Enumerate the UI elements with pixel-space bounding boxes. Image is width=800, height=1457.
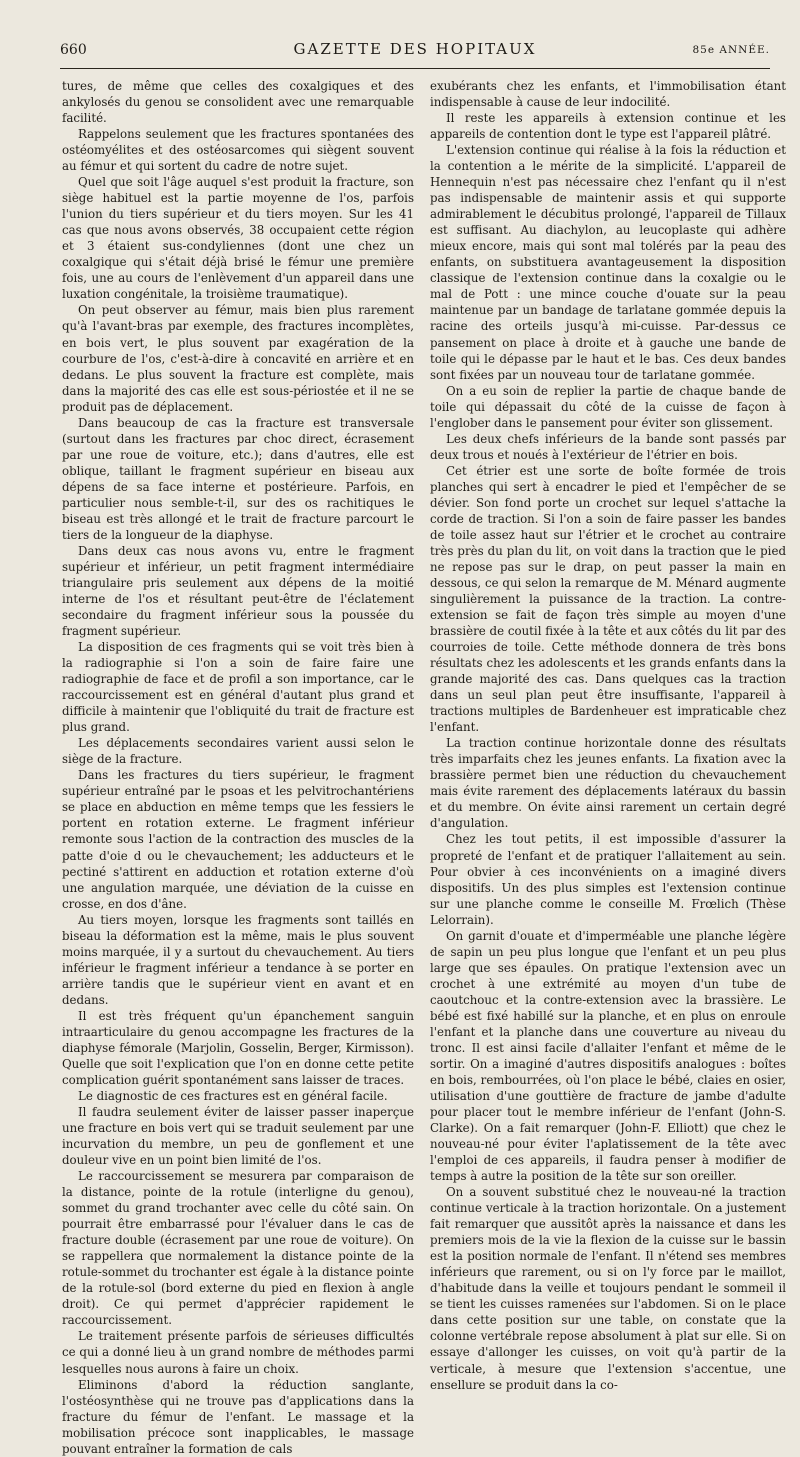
paragraph: On a eu soin de replier la partie de chaque bande de toile qui dépassait du côté de la cuisse de façon à l'englober dans le pansement pour éviter son glissement. xyxy=(430,383,786,430)
paragraph: Dans deux cas nous avons vu, entre le fragment supérieur et inférieur, un petit fragment intermédiaire triangulaire pris seulement aux dépens de la moitié interne de l'os et résultant peut-être de l'éclatement secondaire du fragment inférieur sous la poussée du fragment supérieur. xyxy=(62,543,414,639)
paragraph: Quel que soit l'âge auquel s'est produit la fracture, son siège habituel est la partie moyenne de l'os, parfois l'union du tiers supérieur et du tiers moyen. Sur les 41 cas que nous avons observés, 38 occupaient cette région et 3 étaient sus-condyliennes (dont une chez un coxalgique qui s'était déjà brisé le fémur une première fois, une au cours de l'enlèvement d'un appareil dans une luxation congénitale, la troisième traumatique). xyxy=(62,175,414,302)
page-header xyxy=(60,40,770,64)
journal-title: GAZETTE DES HOPITAUX xyxy=(293,40,537,58)
paragraph: Rappelons seulement que les fractures spontanées des ostéomyélites et des ostéosarcomes qui siègent souvent au fémur et qui sortent du cadre de notre sujet. xyxy=(62,127,414,174)
volume-year: 85e ANNÉE. xyxy=(692,44,770,56)
header-rule xyxy=(60,68,770,69)
paragraph: La traction continue horizontale donne des résultats très imparfaits chez les jeunes enfants. La fixation avec la brassière permet bien une réduction du chevauchement mais évite rarement des déplacements latéraux du bassin et du membre. On évite ainsi rarement un certain degré d'angulation. xyxy=(430,736,786,831)
paragraph: Au tiers moyen, lorsque les fragments sont taillés en biseau la déformation est la même, mais le plus souvent moins marquée, il y a surtout du chevauchement. Au tiers inférieur le fragment inférieur a tendance à se porter en arrière tandis que le supérieur vient en avant et en dedans. xyxy=(62,912,414,1007)
left-column xyxy=(62,78,414,1456)
paragraph: Eliminons d'abord la réduction sanglante, l'ostéosynthèse qui ne trouve pas d'applications dans la fracture du fémur de l'enfant. Le massage et la mobilisation précoce sont inapplicables, le massage pouvant entraîner la formation de cals xyxy=(62,1377,414,1456)
right-column xyxy=(430,78,786,1392)
paragraph: Il reste les appareils à extension continue et les appareils de contention dont le type est l'appareil plâtré. xyxy=(430,111,786,142)
paragraph: Les deux chefs inférieurs de la bande sont passés par deux trous et noués à l'extérieur de l'étrier en bois. xyxy=(430,431,786,462)
paragraph: Il faudra seulement éviter de laisser passer inaperçue une fracture en bois vert qui se traduit seulement par une incurvation du membre, un peu de gonflement et une douleur vive en un point bien limité de l'os. xyxy=(62,1105,414,1168)
page-number: 660 xyxy=(60,42,87,58)
paragraph: La disposition de ces fragments qui se voit très bien à la radiographie si l'on a soin de faire faire une radiographie de face et de profil a son importance, car le raccourcissement est en général d'autant plus grand et difficile à maintenir que l'obliquité du trait de fracture est plus grand. xyxy=(62,640,414,735)
paragraph: On peut observer au fémur, mais bien plus rarement qu'à l'avant-bras par exemple, des fractures incomplètes, en bois vert, le plus souvent par exagération de la courbure de l'os, c'est-à-dire à concavité en arrière et en dedans. Le plus souvent la fracture est complète, mais dans la majorité des cas elle est sous-périostée et il ne se produit pas de déplacement. xyxy=(62,303,414,414)
paragraph: Dans les fractures du tiers supérieur, le fragment supérieur entraîné par le psoas et les pelvitrochantériens se place en abduction en même temps que les fessiers le portent en rotation externe. Le fragment inférieur remonte sous l'action de la contraction des muscles de la patte d'oie d ou le chevauchement; les adducteurs et le pectiné s'attirent en adduction et rotation externe d'où une angulation marquée, une déviation de la cuisse en crosse, en dos d'âne. xyxy=(62,768,414,911)
paragraph: On a souvent substitué chez le nouveau-né la traction continue verticale à la traction horizontale. On a justement fait remarquer que aussitôt après la naissance et dans les premiers mois de la vie la flexion de la cuisse sur le bassin est la position normale de l'enfant. Il n'étend ses membres inférieurs que rarement, ou si on l'y force par le maillot, d'habitude dans la veille et toujours pendant le sommeil il se tient les cuisses ramenées sur l'abdomen. Si on le place dans cette position sur une table, on constate que la colonne vertébrale repose absolument à plat sur elle. Si on essaye d'allonger les cuisses, on voit qu'à partir de la verticale, à mesure que l'extension s'accentue, une ensellure se produit dans la co- xyxy=(430,1185,786,1392)
paragraph: tures, de même que celles des coxalgiques et des ankylosés du genou se consolident avec une remarquable facilité. xyxy=(62,79,414,126)
paragraph: exubérants chez les enfants, et l'immobilisation étant indispensable à cause de leur indocilité. xyxy=(430,79,786,110)
paragraph: L'extension continue qui réalise à la fois la réduction et la contention a le mérite de la simplicité. L'appareil de Hennequin n'est pas nécessaire chez l'enfant qu il n'est pas indispensable de maintenir assis et qui supporte admirablement le décubitus prolongé, l'appareil de Tillaux est suffisant. Au diachylon, au leucoplaste qui adhère mieux encore, mais qui sont mal tolérés par la peau des enfants, on substituera avantageusement la disposition classique de l'extension continue dans la coxalgie ou le mal de Pott : une mince couche d'ouate sur la peau maintenue par un bandage de tarlatane gommée depuis la racine des orteils jusqu'à mi-cuisse. Par-dessus ce pansement on place à droite et à gauche une bande de toile qui le dépasse par le haut et le bas. Ces deux bandes sont fixées par un nouveau tour de tarlatane gommée. xyxy=(430,143,786,382)
paragraph: Dans beaucoup de cas la fracture est transversale (surtout dans les fractures par choc direct, écrasement par une roue de voiture, etc.); dans d'autres, elle est oblique, taillant le fragment supérieur en biseau aux dépens de sa face interne et postérieure. Parfois, en particulier nous semble-t-il, sur des os rachitiques le biseau est très allongé et le trait de fracture parcourt le tiers de la longueur de la diaphyse. xyxy=(62,415,414,542)
paragraph: Cet étrier est une sorte de boîte formée de trois planches qui sert à encadrer le pied et l'empêcher de se dévier. Son fond porte un crochet sur lequel s'attache la corde de traction. Si l'on a soin de faire passer les bandes de toile assez haut sur l'étrier et le crochet au contraire très près du plan du lit, on voit dans la traction que le pied ne repose pas sur le drap, on peut passer la main en dessous, ce qui selon la remarque de M. Ménard augmente singulièrement la puissance de la traction. La contre-extension se fait de façon très simple au moyen d'une brassière de coutil fixée à la tête et aux côtés du lit par des courroies de toile. Cette méthode donnera de très bons résultats chez les adolescents et les grands enfants dans la grande majorité des cas. Dans quelques cas la traction dans un seul plan peut être insuffisante, l'appareil à tractions multiples de Bardenheuer est impraticable chez l'enfant. xyxy=(430,463,786,735)
paragraph: Le raccourcissement se mesurera par comparaison de la distance, pointe de la rotule (interligne du genou), sommet du grand trochanter avec celle du côté sain. On pourrait être embarrassé pour l'évaluer dans le cas de fracture double (écrasement par une roue de voiture). On se rappellera que normalement la distance pointe de la rotule-sommet du trochanter est égale à la distance pointe de la rotule-sol (bord externe du pied en flexion à angle droit). Ce qui permet d'apprécier rapidement le raccourcissement. xyxy=(62,1169,414,1328)
paragraph: Il est très fréquent qu'un épanchement sanguin intraarticulaire du genou accompagne les fractures de la diaphyse fémorale (Marjolin, Gosselin, Berger, Kirmisson). Quelle que soit l'explication que l'on en donne cette petite complication guérit spontanément sans laisser de traces. xyxy=(62,1008,414,1087)
paragraph: On garnit d'ouate et d'imperméable une planche légère de sapin un peu plus longue que l'enfant et un peu plus large que ses épaules. On pratique l'extension avec un crochet à une extrémité au moyen d'un tube de caoutchouc et la contre-extension avec la brassière. Le bébé est fixé habillé sur la planche, et en plus on enroule l'enfant et la planche dans une couverture au niveau du tronc. Il est ainsi facile d'allaiter l'enfant et même de le sortir. On a imaginé d'autres dispositifs analogues : boîtes en bois, rembourrées, où l'on place le bébé, claies en osier, utilisation d'une gouttière de fracture de jambe d'adulte pour placer tout le membre inférieur de l'enfant (John-S. Clarke). On a fait remarquer (John-F. Elliott) que chez le nouveau-né pour éviter l'aplatissement de la tête avec l'emploi de ces appareils, il faudra penser à modifier de temps à autre la position de la tête sur son oreiller. xyxy=(430,928,786,1184)
paragraph: Les déplacements secondaires varient aussi selon le siège de la fracture. xyxy=(62,736,414,767)
paragraph: Le diagnostic de ces fractures est en général facile. xyxy=(78,1088,388,1103)
paragraph: Le traitement présente parfois de sérieuses difficultés ce qui a donné lieu à un grand nombre de méthodes parmi lesquelles nous aurons à faire un choix. xyxy=(62,1329,414,1376)
paragraph: Chez les tout petits, il est impossible d'assurer la propreté de l'enfant et de pratiquer l'allaitement au sein. Pour obvier à ces inconvénients on a imaginé divers dispositifs. Un des plus simples est l'extension continue sur une planche comme le conseille M. Frœlich (Thèse Lelorrain). xyxy=(430,832,786,927)
